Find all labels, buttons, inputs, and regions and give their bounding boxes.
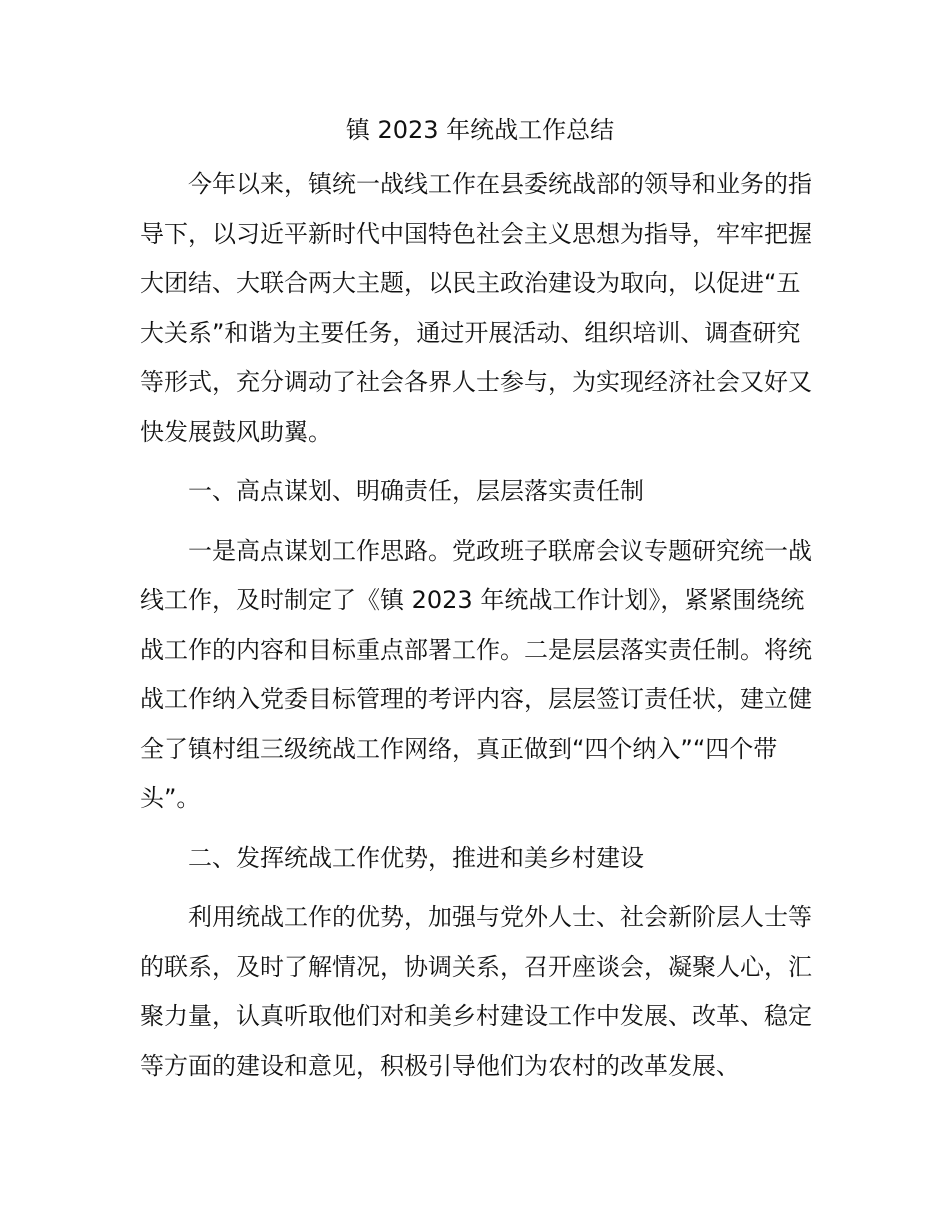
- paragraph-intro: 今年以来，镇统一战线工作在县委统战部的领导和业务的指导下，以习近平新时代中国特色社会主义思想为指导，牢牢把握大团结、大联合两大主题，以民主政治建设为取向，以促进“五大关系”和谐为主要任务，通过开展活动、组织培训、调查研究等形式，充分调动了社会各界人士参与，为实现经济社会又好又快发展鼓风助翼。: [140, 170, 812, 446]
- document-title: 镇 2023 年统战工作总结: [345, 116, 615, 144]
- document-body: [140, 110, 820, 1101]
- paragraph-section-1: 一是高点谋划工作思路。党政班子联席会议专题研究统一战线工作，及时制定了《镇 2023 年统战工作计划》，紧紧围绕统战工作的内容和目标重点部署工作。二是层层落实责任制。将统战工作纳入党委目标管理的考评内容，层层签订责任状，建立健全了镇村组三级统战工作网络，真正做到“四个纳入”“四个带头”。: [140, 536, 812, 812]
- paragraph-section-2: 利用统战工作的优势，加强与党外人士、社会新阶层人士等的联系，及时了解情况，协调关系，召开座谈会，凝聚人心，汇聚力量，认真听取他们对和美乡村建设工作中发展、改革、稳定等方面的建设和意见，积极引导他们为农村的改革发展、: [140, 903, 812, 1080]
- section-heading-1: 一、高点谋划、明确责任，层层落实责任制: [188, 477, 644, 505]
- section-heading-2: 二、发挥统战工作优势，推进和美乡村建设: [188, 843, 644, 872]
